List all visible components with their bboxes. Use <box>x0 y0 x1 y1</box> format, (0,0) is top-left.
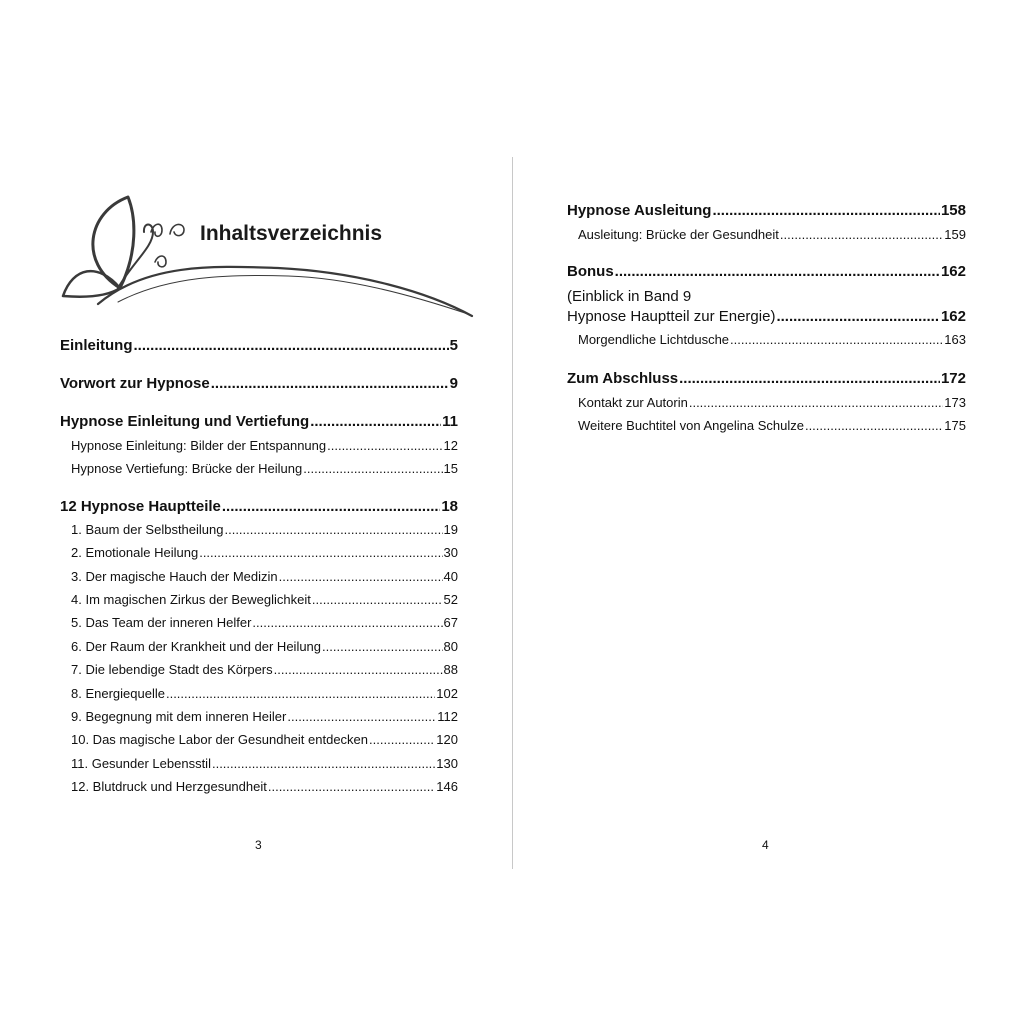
toc-entry-label: Vorwort zur Hypnose <box>60 375 210 392</box>
toc-subentry <box>71 461 458 476</box>
leader-dots <box>279 569 443 584</box>
leader-dots <box>212 756 435 771</box>
leader-dots <box>166 686 435 701</box>
toc-entry <box>567 370 966 387</box>
leader-dots <box>303 461 442 476</box>
leader-dots <box>712 202 940 219</box>
toc-entry-label: Ausleitung: Brücke der Gesundheit <box>578 227 779 242</box>
toc-subentry <box>71 639 458 654</box>
toc-entry-label: 3. Der magische Hauch der Medizin <box>71 569 278 584</box>
toc-entry-page: 120 <box>436 732 458 747</box>
toc-entry-label: 5. Das Team der inneren Helfer <box>71 615 252 630</box>
leader-dots <box>780 227 943 242</box>
leader-dots <box>224 522 442 537</box>
toc-subentry <box>71 686 458 701</box>
page-gutter-divider <box>512 157 513 869</box>
leader-dots <box>689 395 943 410</box>
toc-entry <box>567 263 966 280</box>
toc-entry-label: 8. Energiequelle <box>71 686 165 701</box>
toc-entry-page: 5 <box>449 337 458 354</box>
leader-dots <box>211 375 449 392</box>
leader-dots <box>252 615 442 630</box>
toc-entry-label: 10. Das magische Labor der Gesundheit entdecken <box>71 732 369 747</box>
toc-entry-page: 162 <box>940 263 966 280</box>
toc-entry-page: 163 <box>944 332 966 347</box>
toc-entry-page: 146 <box>436 779 458 794</box>
page-title: Inhaltsverzeichnis <box>200 222 383 245</box>
leader-dots <box>679 370 940 387</box>
toc-entry-label: Hypnose Ausleitung <box>567 202 712 219</box>
page-number-right: 4 <box>762 838 769 852</box>
toc-entry-label: Zum Abschluss <box>567 370 679 387</box>
toc-subentry <box>578 332 966 347</box>
toc-entry-page: 158 <box>940 202 966 219</box>
leader-dots <box>776 308 940 325</box>
toc-subentry <box>578 418 966 433</box>
toc-entry-label: Hypnose Vertiefung: Brücke der Heilung <box>71 461 303 476</box>
toc-subentry <box>71 709 458 724</box>
toc-entry-page: 130 <box>436 756 458 771</box>
toc-entry-page: 30 <box>443 545 458 560</box>
toc-subentry <box>71 522 458 537</box>
toc-entry-page: 88 <box>443 662 458 677</box>
toc-entry <box>60 375 458 392</box>
leader-dots <box>134 337 449 354</box>
toc-entry-label: Hypnose Einleitung und Vertiefung <box>60 413 310 430</box>
toc-entry-page: 102 <box>436 686 458 701</box>
toc-entry <box>567 308 966 325</box>
toc-subentry <box>71 592 458 607</box>
leader-dots <box>730 332 943 347</box>
toc-subentry <box>71 662 458 677</box>
toc-entry-label: Einleitung <box>60 337 133 354</box>
leader-dots <box>199 545 442 560</box>
toc-entry-page: 9 <box>449 375 458 392</box>
leader-dots <box>310 413 441 430</box>
toc-entry-page: 18 <box>441 498 458 515</box>
toc-entry-page: 52 <box>443 592 458 607</box>
toc-entry-page: 80 <box>443 639 458 654</box>
toc-entry-label: Kontakt zur Autorin <box>578 395 688 410</box>
leader-dots <box>287 709 436 724</box>
page-number-left: 3 <box>255 838 262 852</box>
leader-dots <box>805 418 943 433</box>
toc-entry-label: 12. Blutdruck und Herzgesundheit <box>71 779 267 794</box>
toc-subentry <box>71 779 458 794</box>
leader-dots <box>312 592 443 607</box>
toc-entry-page: 40 <box>443 569 458 584</box>
toc-entry <box>60 413 458 430</box>
toc-entry-label: 2. Emotionale Heilung <box>71 545 199 560</box>
toc-entry-label: 12 Hypnose Hauptteile <box>60 498 221 515</box>
toc-entry <box>60 337 458 354</box>
toc-entry-page: 12 <box>443 438 458 453</box>
toc-subentry <box>71 438 458 453</box>
leader-dots <box>268 779 435 794</box>
toc-entry-label: Bonus <box>567 263 614 280</box>
leader-dots <box>222 498 440 515</box>
toc-entry-label: 4. Im magischen Zirkus der Beweglichkeit <box>71 592 311 607</box>
toc-subentry <box>71 615 458 630</box>
leader-dots <box>322 639 443 654</box>
toc-subentry <box>71 569 458 584</box>
toc-entry <box>60 498 458 515</box>
toc-subentry <box>71 732 458 747</box>
toc-title-block <box>58 192 478 322</box>
toc-subentry <box>71 545 458 560</box>
toc-entry-page: 172 <box>940 370 966 387</box>
toc-entry-label: Hypnose Einleitung: Bilder der Entspannung <box>71 438 327 453</box>
toc-entry-page: 162 <box>940 308 966 325</box>
leader-dots <box>327 438 442 453</box>
toc-entry-page: 11 <box>442 413 458 430</box>
toc-entry-label-line: (Einblick in Band 9 <box>567 288 692 305</box>
toc-subentry <box>578 227 966 242</box>
right-page <box>514 0 1024 1024</box>
toc-entry-page: 175 <box>944 418 966 433</box>
leader-dots <box>369 732 435 747</box>
toc-entry-page: 15 <box>443 461 458 476</box>
toc-entry-label: 1. Baum der Selbstheilung <box>71 522 224 537</box>
toc-subentry <box>578 395 966 410</box>
toc-entry-page: 159 <box>944 227 966 242</box>
toc-entry-page: 173 <box>944 395 966 410</box>
toc-entry-label: Weitere Buchtitel von Angelina Schulze <box>578 418 804 433</box>
toc-entry-label: 9. Begegnung mit dem inneren Heiler <box>71 709 287 724</box>
toc-subentry <box>71 756 458 771</box>
toc-entry-label: 6. Der Raum der Krankheit und der Heilung <box>71 639 322 654</box>
butterfly-ornament-icon <box>58 192 478 322</box>
toc-entry-label: 7. Die lebendige Stadt des Körpers <box>71 662 273 677</box>
toc-entry-page: 112 <box>437 709 458 724</box>
toc-entry-page: 19 <box>443 522 458 537</box>
toc-entry-label: Morgendliche Lichtdusche <box>578 332 730 347</box>
toc-entry-page: 67 <box>443 615 458 630</box>
toc-entry-label: 11. Gesunder Lebensstil <box>71 756 211 771</box>
leader-dots <box>274 662 443 677</box>
toc-entry <box>567 202 966 219</box>
leader-dots <box>615 263 940 280</box>
toc-entry-label: Hypnose Hauptteil zur Energie) <box>567 308 776 325</box>
